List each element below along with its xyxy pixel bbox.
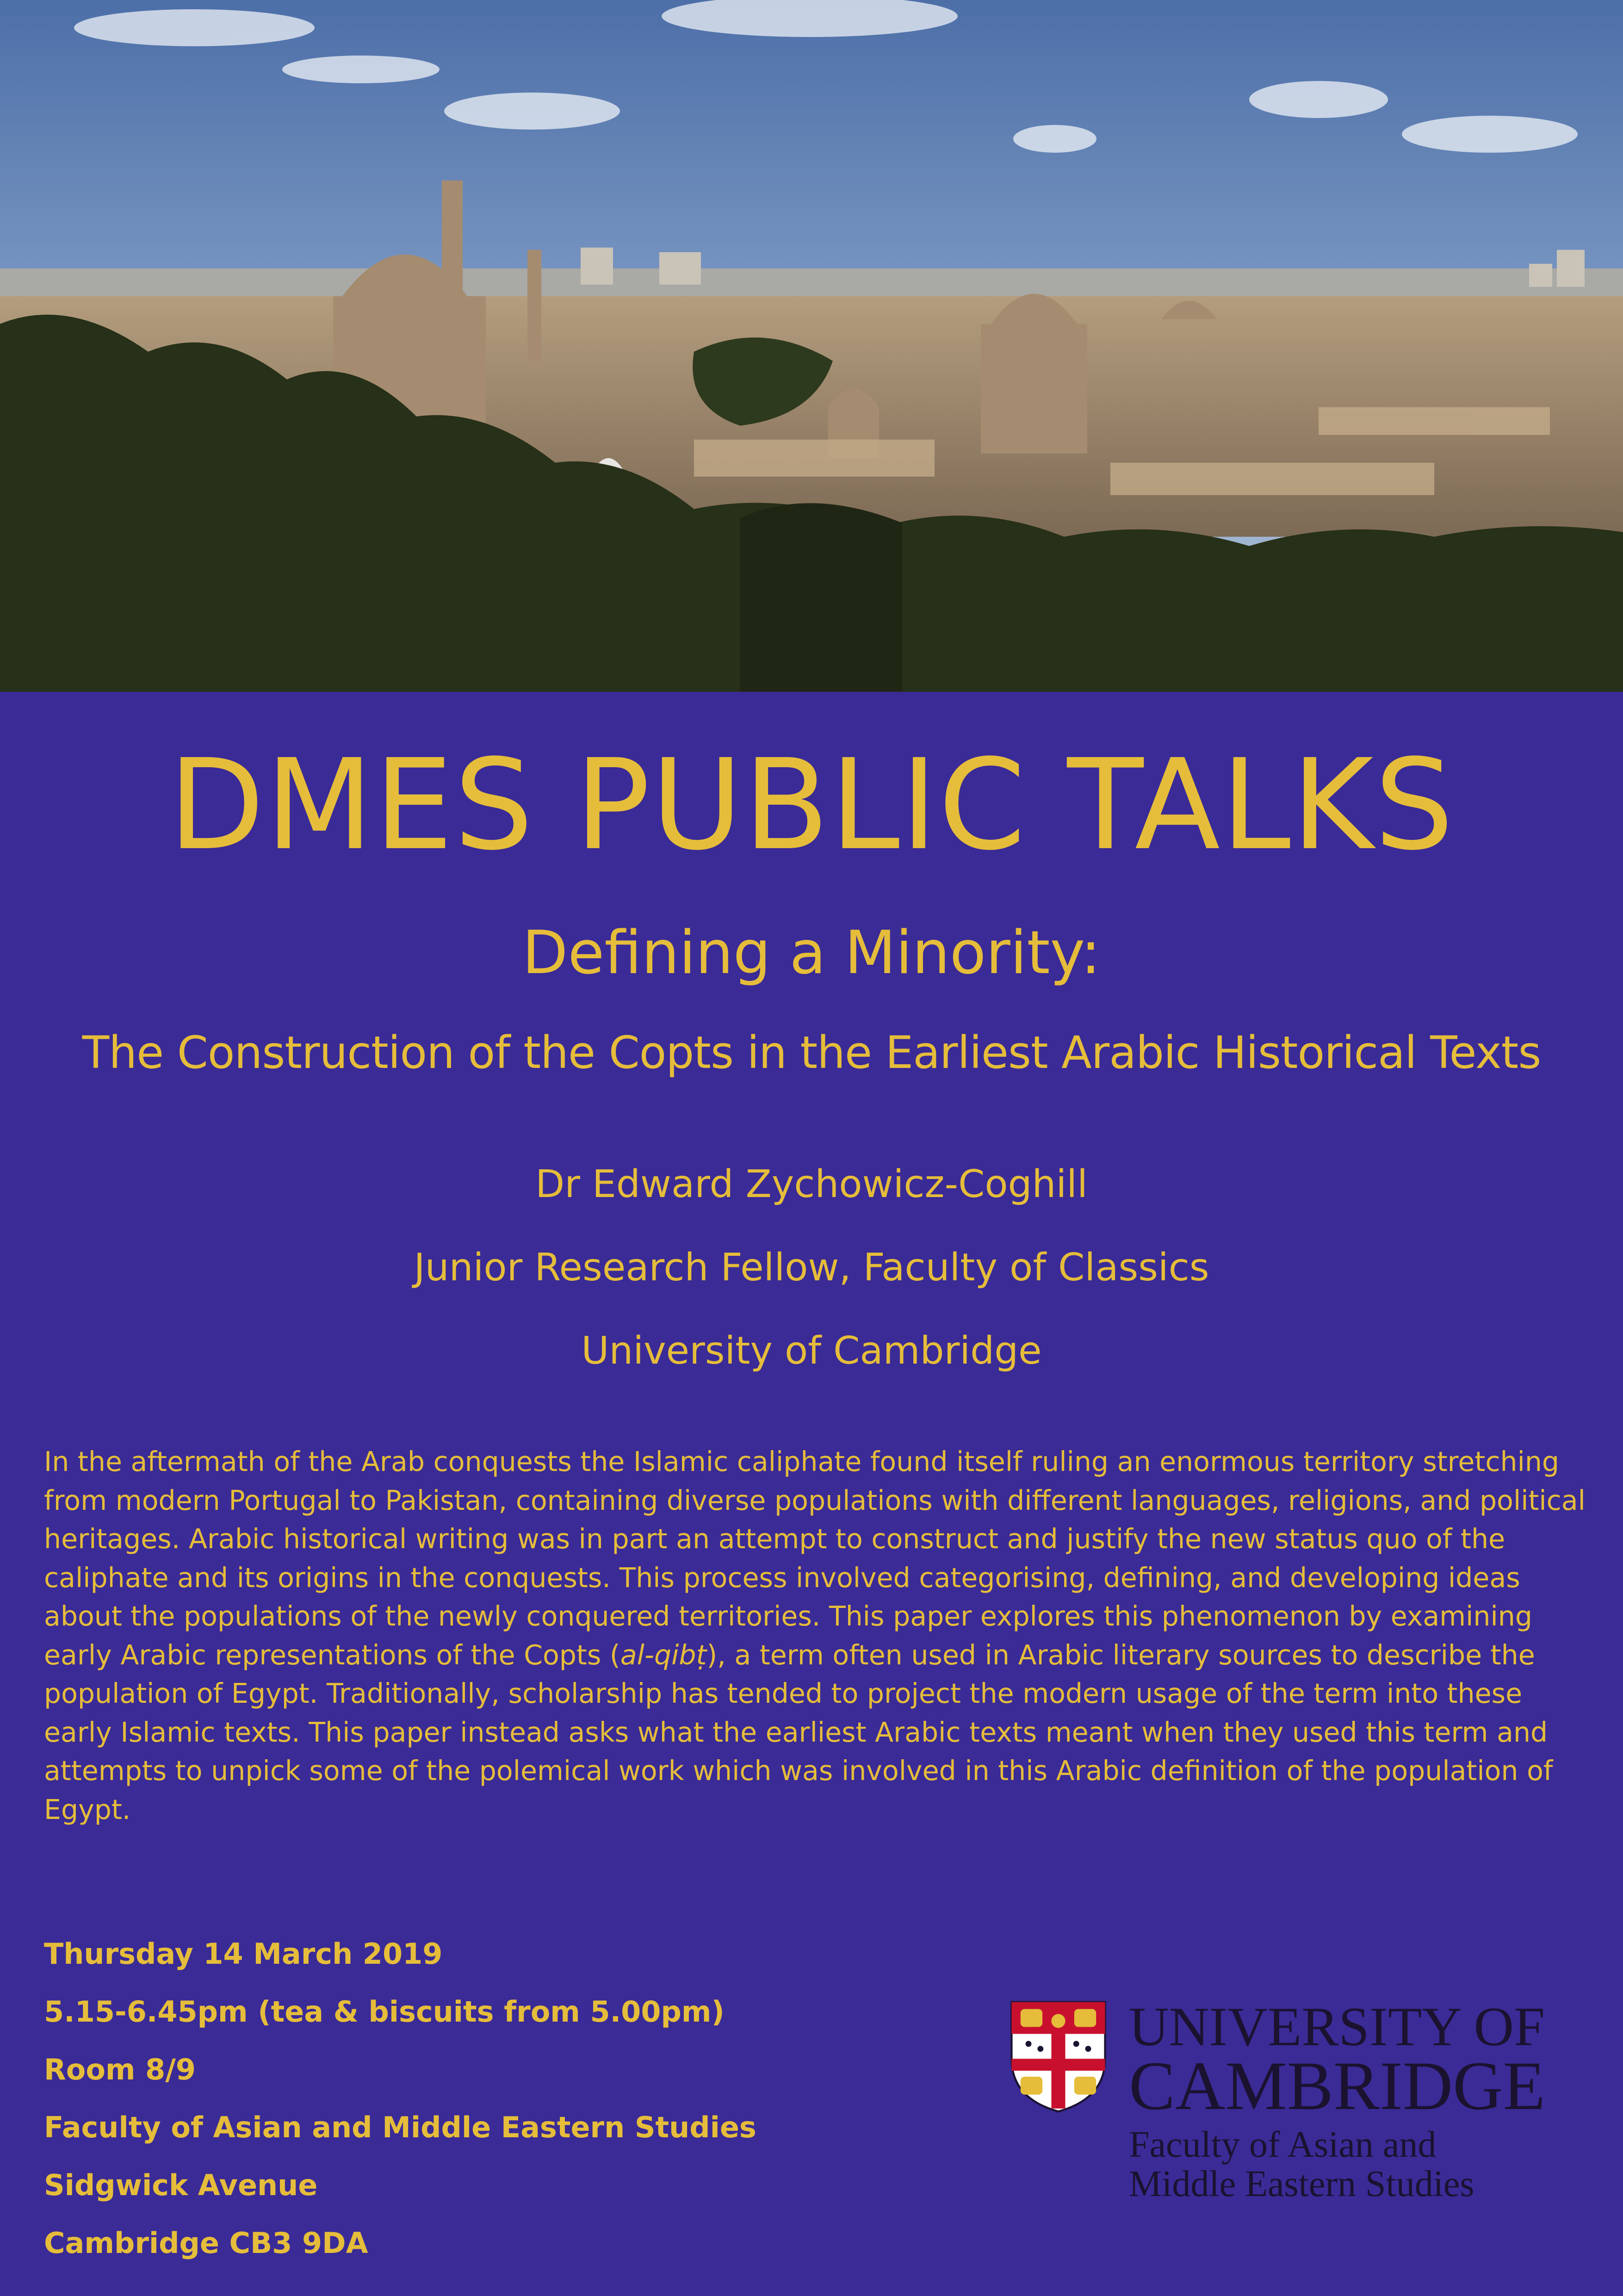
university-crest-icon [1009, 1999, 1108, 2115]
event-faculty: Faculty of Asian and Middle Eastern Studies [44, 2110, 756, 2144]
speaker-position: Junior Research Fellow, Faculty of Classics [414, 1246, 1209, 1290]
hero-cityscape-photo [0, 0, 1623, 692]
logo-line-2: CAMBRIDGE [1129, 2048, 1546, 2124]
logo-line-4: Middle Eastern Studies [1129, 2164, 1474, 2204]
event-time: 5.15-6.45pm (tea & biscuits from 5.00pm) [44, 1995, 725, 2029]
abstract-text-part-2: ), a term often used in Arabic literary sources to describe the population of Egypt. Traditionally, scholarship has tended to project the modern usage of the term into these early Islamic texts. This paper instead asks what the earliest Arabic texts meant when they used this term and attempts to unpick some of the polemical work which was involved in this Arabic definition of the population of Egypt. [44, 1639, 1553, 1825]
logo-line-1: UNIVERSITY OF [1129, 1996, 1545, 2057]
talk-title-line-1: Defining a Minority: [522, 918, 1101, 987]
abstract-term: al-qibṭ [620, 1639, 707, 1671]
speaker-name: Dr Edward Zychowicz-Coghill [535, 1162, 1088, 1206]
event-city: Cambridge CB3 9DA [44, 2226, 368, 2260]
event-street: Sidgwick Avenue [44, 2168, 318, 2202]
university-logo [1009, 1996, 1582, 2204]
speaker-institution: University of Cambridge [581, 1329, 1042, 1373]
event-date: Thursday 14 March 2019 [44, 1937, 443, 1971]
event-room: Room 8/9 [44, 2053, 196, 2086]
talk-title-line-2: The Construction of the Copts in the Earliest Arabic Historical Texts [82, 1027, 1541, 1079]
logo-line-3: Faculty of Asian and [1129, 2124, 1437, 2165]
series-title: DMES PUBLIC TALKS [168, 732, 1455, 878]
event-details [44, 1925, 756, 2272]
talk-abstract [44, 1443, 1589, 1829]
abstract-text-part-1: In the aftermath of the Arab conquests the Islamic caliphate found itself ruling an enormous territory stretching from modern Portugal to Pakistan, containing diverse populations with different languages, religions, and political heritages. Arabic historical writing was in part an attempt to construct and justify the new status quo of the caliphate and its origins in the conquests. This process involved categorising, defining, and developing ideas about the populations of the newly conquered territories. This paper explores this phenomenon by examining early Arabic representations of the Copts ( [44, 1446, 1586, 1671]
